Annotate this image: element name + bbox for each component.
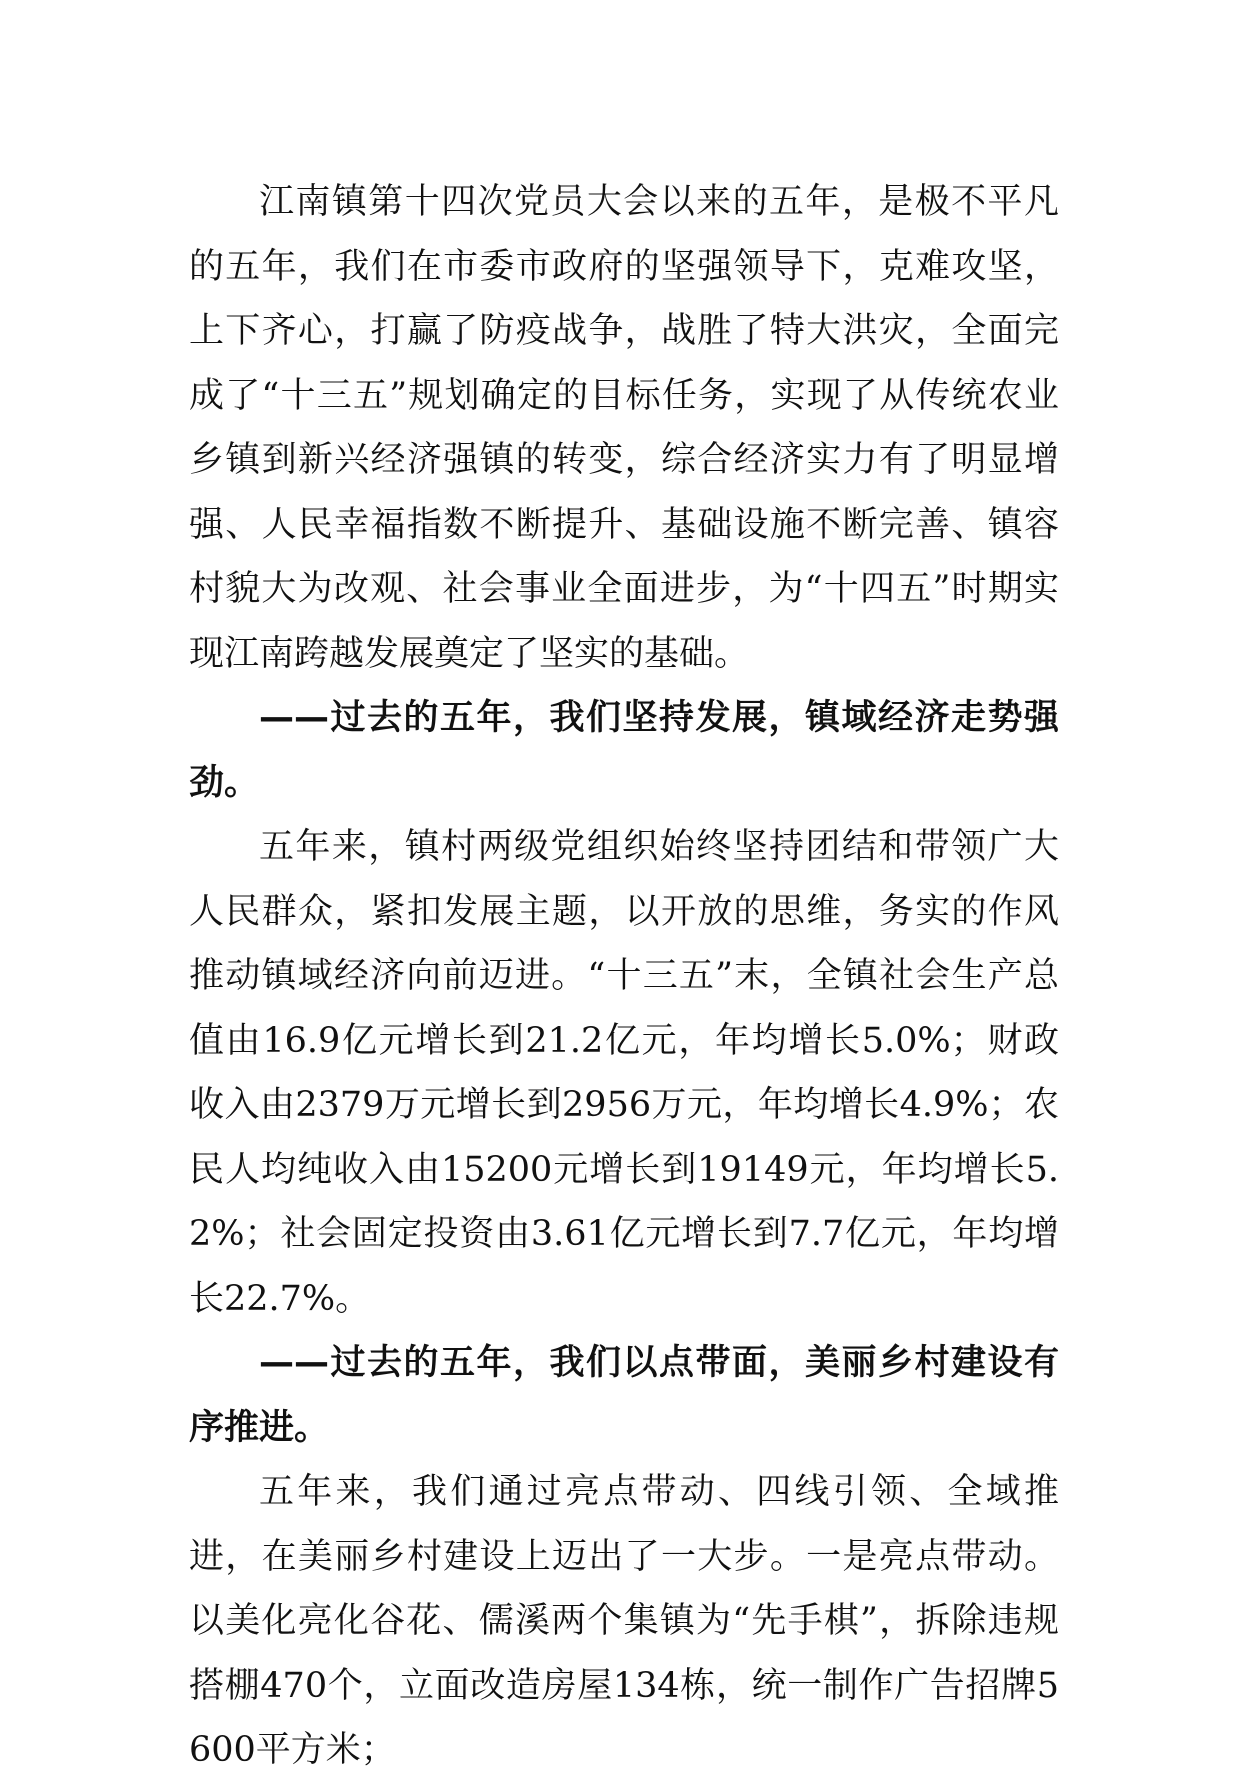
paragraph-intro: 江南镇第十四次党员大会以来的五年，是极不平凡的五年，我们在市委市政府的坚强领导下，克难攻坚，上下齐心，打赢了防疫战争，战胜了特大洪灾，全面完成了“十三五”规划确定的目标任务，实现了从传统农业乡镇到新兴经济强镇的转变，综合经济实力有了明显增强、人民幸福指数不断提升、基础设施不断完善、镇容村貌大为改观、社会事业全面进步，为“十四五”时期实现江南跨越发展奠定了坚实的基础。 (189, 182, 1059, 674)
document-body (189, 170, 1059, 1783)
paragraph-economy: 五年来，镇村两级党组织始终坚持团结和带领广大人民群众，紧扣发展主题，以开放的思维，务实的作风推动镇域经济向前迈进。“十三五”末，全镇社会生产总值由16.9亿元增长到21.2亿元，年均增长5.0%；财政收入由2379万元增长到2956万元，年均增长4.9%；农民人均纯收入由15200元增长到19149元，年均增长5.2%；社会固定投资由3.61亿元增长到7.7亿元，年均增长22.7%。 (189, 827, 1059, 1319)
section-heading-rural: ——过去的五年，我们以点带面，美丽乡村建设有序推进。 (189, 1343, 1059, 1448)
section-heading-economy: ——过去的五年，我们坚持发展，镇域经济走势强劲。 (189, 698, 1059, 803)
paragraph-rural: 五年来，我们通过亮点带动、四线引领、全域推进，在美丽乡村建设上迈出了一大步。一是亮点带动。以美化亮化谷花、儒溪两个集镇为“先手棋”，拆除违规搭棚470个，立面改造房屋134栋，统一制作广告招牌5600平方米； (189, 1472, 1059, 1770)
